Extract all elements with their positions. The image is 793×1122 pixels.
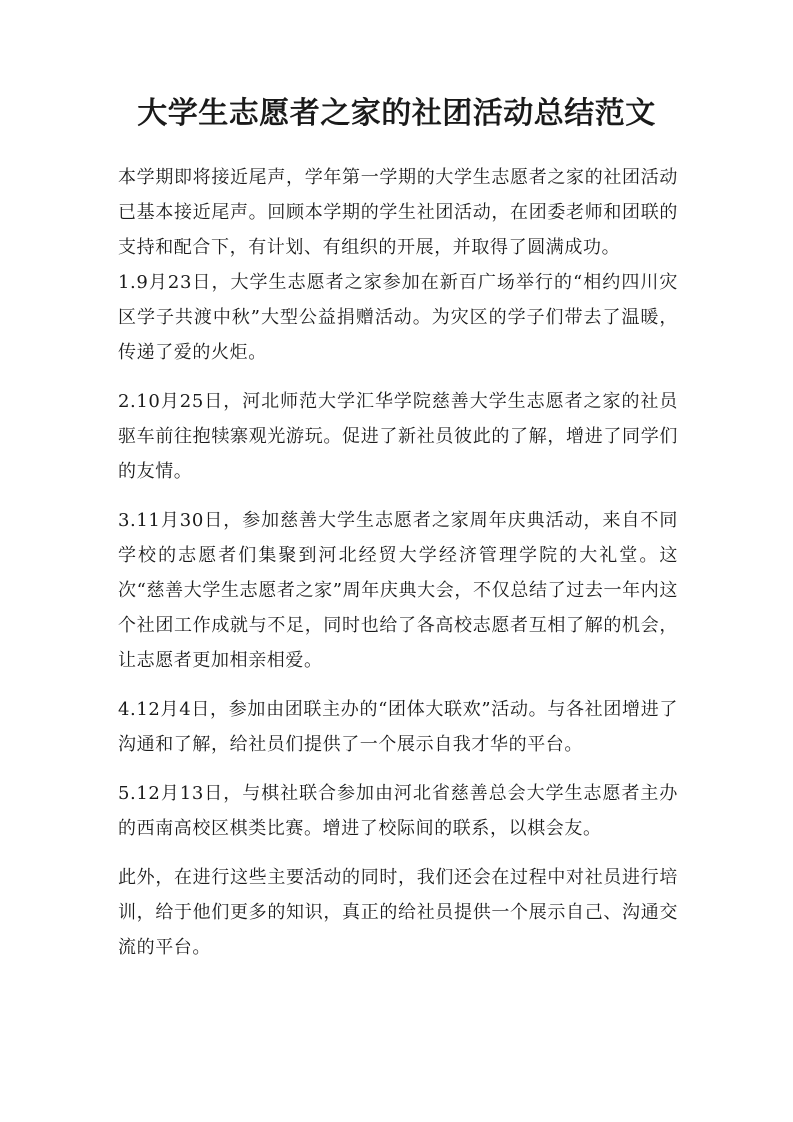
paragraph-item-2: 2.10月25日，河北师范大学汇华学院慈善大学生志愿者之家的社员驱车前往抱犊寨观光游玩。促进了新社员彼此的了解，增进了同学们的友情。 <box>118 391 678 482</box>
paragraph-item-5: 5.12月13日，与棋社联合参加由河北省慈善总会大学生志愿者主办的西南高校区棋类比赛。增进了校际间的联系，以棋会友。 <box>118 783 678 839</box>
paragraph-item-3: 3.11月30日，参加慈善大学生志愿者之家周年庆典活动，来自不同学校的志愿者们集聚到河北经贸大学经济管理学院的大礼堂。这次“慈善大学生志愿者之家”周年庆典大会，不仅总结了过去一年内这个社团工作成就与不足，同时也给了各高校志愿者互相了解的机会，让志愿者更加相亲相爱。 <box>118 510 678 671</box>
paragraph-intro: 本学期即将接近尾声，学年第一学期的大学生志愿者之家的社团活动已基本接近尾声。回顾本学期的学生社团活动，在团委老师和团联的支持和配合下，有计划、有组织的开展，并取得了圆满成功。 <box>118 167 678 258</box>
page-title: 大学生志愿者之家的社团活动总结范文 <box>137 96 656 131</box>
paragraph-closing: 此外，在进行这些主要活动的同时，我们还会在过程中对社员进行培训，给于他们更多的知识，真正的给社员提供一个展示自己、沟通交流的平台。 <box>118 867 678 958</box>
paragraph-item-1: 1.9月23日，大学生志愿者之家参加在新百广场举行的“相约四川灾区学子共渡中秋”大型公益捐赠活动。为灾区的学子们带去了温暖，传递了爱的火炬。 <box>118 272 678 363</box>
paragraph-item-4: 4.12月4日，参加由团联主办的“团体大联欢”活动。与各社团增进了沟通和了解，给社员们提供了一个展示自我才华的平台。 <box>118 699 678 755</box>
document-body <box>118 160 678 979</box>
